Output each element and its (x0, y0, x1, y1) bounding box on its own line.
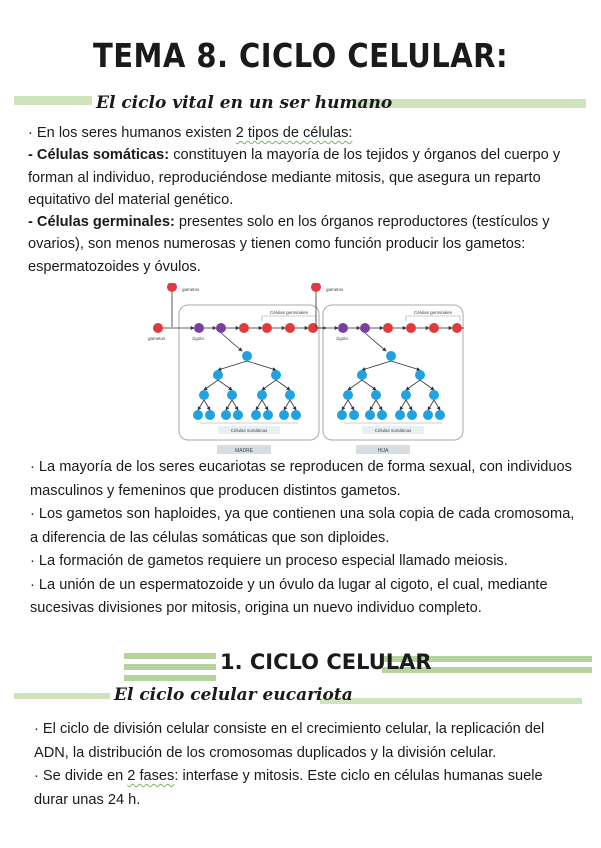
arrow-line (256, 400, 262, 410)
arrow-line (290, 400, 296, 410)
section-title-ciclo-celular: 1. CICLO CELULAR (220, 650, 432, 674)
somatic-cell (349, 410, 359, 420)
label-celulas-germinales: Células germinales (269, 310, 309, 315)
text: · Se divide en (34, 768, 128, 784)
somatic-cell (285, 390, 295, 400)
germ-cell (239, 323, 249, 333)
paragraph-ciclo: · El ciclo de división celular consiste en el crecimiento celular, la replicación del ADN, la distribución de los cromosomas duplicados y la división celular. (34, 721, 545, 761)
ciclo-text (34, 718, 574, 812)
paragraph-fases (34, 765, 574, 812)
label-gametos: gametos (182, 287, 200, 292)
somatic-cell (343, 390, 353, 400)
arrow-line (204, 400, 210, 410)
text: : interfase y mitosis. Este ciclo en células humanas suele durar unas 24 h. (34, 768, 543, 808)
arrow-line (342, 400, 348, 410)
text: presentes solo en los órganos reproductores (testículos y ovarios), son menos numerosas y tienen como función producir los gametos: espermatozoides y óvulos. (28, 214, 550, 275)
bullet-item: · La unión de un espermatozoide y un óvulo da lugar al cigoto, el cual, mediante sucesivas divisiones por mitosis, origina un nuevo individuo completo. (30, 576, 548, 616)
somatic-cell (371, 390, 381, 400)
arrow-line (362, 380, 376, 390)
somatic-cell (251, 410, 261, 420)
arrow-line (406, 400, 412, 410)
heading-highlight-right (320, 698, 582, 704)
label-hija: HIJA (377, 448, 389, 454)
label-zigoto: zigoto (192, 336, 205, 341)
intro-text (28, 122, 568, 278)
somatic-cell (377, 410, 387, 420)
bullet-item: · La formación de gametos requiere un proceso especial llamado meiosis. (30, 553, 508, 569)
label-zigoto: zigoto (336, 336, 349, 341)
somatic-cell (279, 410, 289, 420)
arrow-line (391, 361, 420, 370)
arrow-line (348, 380, 362, 390)
arrow-line (428, 400, 434, 410)
somatic-cell (291, 410, 301, 420)
arrow-line (420, 380, 434, 390)
label-celulas-germinales: Células germinales (413, 310, 453, 315)
arrow-line (434, 400, 440, 410)
somatic-cell (242, 351, 252, 361)
zigoto-cell (194, 323, 204, 333)
somatic-cell (395, 410, 405, 420)
arrow-line (232, 400, 238, 410)
somatic-cell (337, 410, 347, 420)
underlined-text: 2 fases (127, 768, 175, 784)
germ-cell (216, 323, 226, 333)
somatic-cell (423, 410, 433, 420)
section-bar (124, 664, 216, 670)
arrow-line (370, 400, 376, 410)
label-gametos: gametos (326, 287, 344, 292)
paragraph-somaticas (28, 144, 568, 211)
somatic-cell (205, 410, 215, 420)
arrow-line (348, 400, 354, 410)
gamete-top (167, 283, 177, 292)
gamete-top (311, 283, 321, 292)
arrow-line (204, 380, 218, 390)
paragraph-germinales (28, 211, 568, 278)
somatic-cell (429, 390, 439, 400)
somatic-cell (199, 390, 209, 400)
germ-cell (452, 323, 462, 333)
somatic-cell (257, 390, 267, 400)
somatic-cell (193, 410, 203, 420)
arrow-line (406, 380, 420, 390)
term-somaticas: - Células somáticas: (28, 147, 170, 164)
arrow-line (218, 380, 232, 390)
somatic-cell (213, 370, 223, 380)
underlined-text: 2 tipos de células: (235, 125, 353, 141)
bullet-item: · La mayoría de los seres eucariotas se reproducen de forma sexual, con individuos masculinos y femeninos que producen distintos gametos. (30, 459, 572, 499)
bullet-item: · Los gametos son haploides, ya que contienen una sola copia de cada cromosoma, a diferencia de las células somáticas que son diploides. (30, 506, 575, 546)
somatic-cell (365, 410, 375, 420)
somatic-cell (233, 410, 243, 420)
section-heading-eucariota: El ciclo celular eucariota (114, 685, 353, 705)
arrow-line (198, 400, 204, 410)
label-madre: MADRE (234, 448, 254, 454)
somatic-cell (401, 390, 411, 400)
zigoto-cell (338, 323, 348, 333)
section-bar (124, 675, 216, 681)
arrow-line (221, 333, 242, 351)
somatic-cell (263, 410, 273, 420)
arrow-line (262, 400, 268, 410)
somatic-cell (435, 410, 445, 420)
somatic-cell (271, 370, 281, 380)
life-cycle-diagram (144, 283, 464, 455)
germ-cell (262, 323, 272, 333)
page-title: TEMA 8. CICLO CELULAR: (92, 36, 509, 75)
arrow-line (262, 380, 276, 390)
arrow-line (218, 361, 247, 370)
arrow-line (226, 400, 232, 410)
term-germinales: - Células germinales: (28, 214, 175, 231)
text: · En los seres humanos existen (28, 125, 236, 141)
somatic-cell (415, 370, 425, 380)
arrow-line (284, 400, 290, 410)
label-celulas-somaticas: Células somáticas (230, 428, 268, 433)
somatic-cell (227, 390, 237, 400)
arrow-line (247, 361, 276, 370)
germ-cell (429, 323, 439, 333)
heading-highlight-left (14, 96, 92, 105)
arrow-line (400, 400, 406, 410)
heading-highlight-left (14, 693, 110, 699)
paragraph-tipos (28, 122, 568, 144)
section-heading-ciclo-vital: El ciclo vital en un ser humano (96, 93, 393, 113)
label-celulas-somaticas: Células somáticas (374, 428, 412, 433)
germ-cell (383, 323, 393, 333)
arrow-line (376, 400, 382, 410)
somatic-cell (221, 410, 231, 420)
arrow-line (362, 361, 391, 370)
text: constituyen la mayoría de los tejidos y órganos del cuerpo y forman al individuo, reproduciéndose mediante mitosis, que asegura un reparto equitativo del material genético. (28, 147, 561, 208)
somatic-cell (357, 370, 367, 380)
germ-cell (406, 323, 416, 333)
germ-cell (360, 323, 370, 333)
gamete-left (153, 323, 163, 333)
germ-cell (285, 323, 295, 333)
arrow-line (276, 380, 290, 390)
label-gametos: gametos (148, 336, 166, 341)
somatic-cell (386, 351, 396, 361)
somatic-cell (407, 410, 417, 420)
arrow-line (365, 333, 386, 351)
bullets-reproduccion (30, 456, 575, 621)
section-bar (124, 653, 216, 659)
